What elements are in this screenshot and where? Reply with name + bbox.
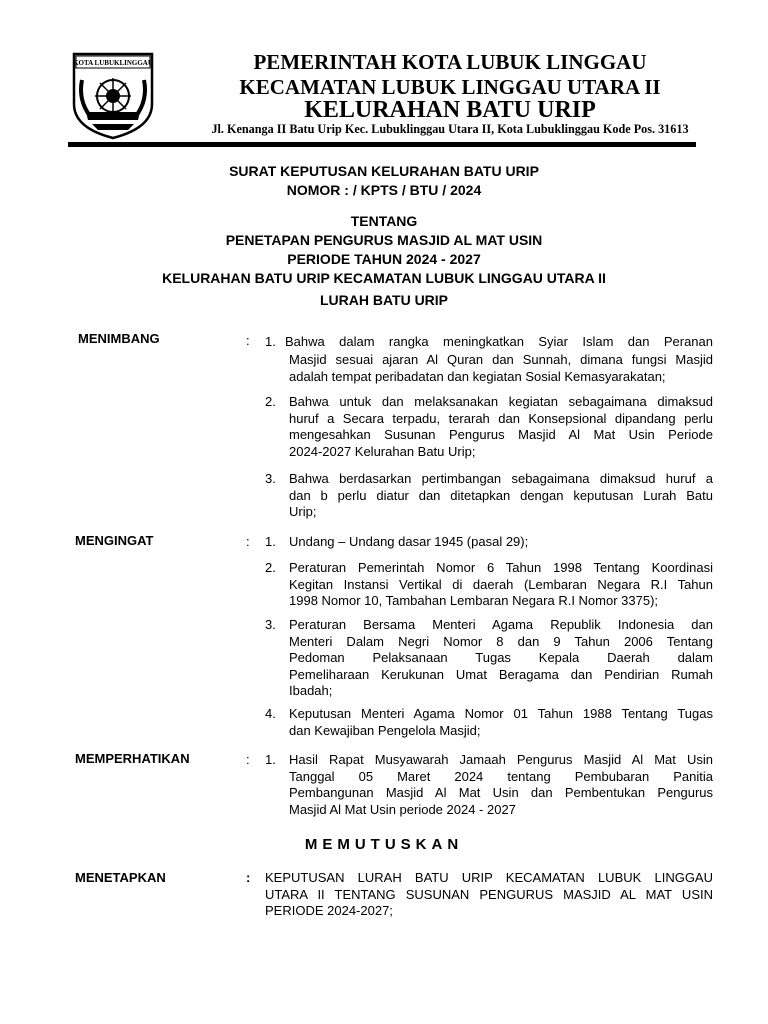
- menimbang-item-3: [289, 471, 713, 521]
- mengingat-item-4: [289, 706, 713, 739]
- text-line: Pedoman Pelaksanaan Tugas Kepala Daerah dalam: [289, 650, 713, 665]
- text-line: Undang – Undang dasar 1945 (pasal 29);: [289, 534, 529, 549]
- letterhead-divider: [68, 142, 696, 147]
- text-line: mengesahkan Susunan Pengurus Masjid Al Mat Usin Periode: [289, 427, 713, 442]
- text-line: Menteri Dalam Negri Nomor 8 dan 9 Tahun 2006 Tentang: [289, 633, 713, 649]
- letterhead-government: PEMERINTAH KOTA LUBUK LINGGAU: [253, 50, 647, 74]
- menetapkan-text: [265, 870, 713, 920]
- item-number: 2.: [265, 560, 276, 575]
- text-line: Bahwa untuk dan melaksanakan kegiatan sebagaimana dimaksud: [289, 394, 713, 409]
- section-colon: :: [246, 534, 250, 549]
- decree-subject-3: KELURAHAN BATU URIP KECAMATAN LUBUK LINGGAU UTARA II: [162, 270, 606, 286]
- city-emblem-logo: [68, 50, 158, 140]
- text-line: 2024-2027 Kelurahan Batu Urip;: [289, 443, 476, 459]
- text-line: Masjid sesuai ajaran Al Quran dan Sunnah, dimana fungsi Masjid: [289, 352, 713, 367]
- memperhatikan-item-1: [289, 752, 713, 818]
- menimbang-item-1: [285, 334, 713, 351]
- decree-subject-1: PENETAPAN PENGURUS MASJID AL MAT USIN: [225, 232, 543, 248]
- decision-heading: MEMUTUSKAN: [304, 836, 464, 853]
- text-line: Bahwa berdasarkan pertimbangan sebagaimana dimaksud huruf a: [289, 471, 713, 486]
- item-number: 1.: [265, 334, 276, 349]
- mengingat-item-2: [289, 560, 713, 610]
- text-line: UTARA II TENTANG SUSUNAN PENGURUS MASJID AL MAT USIN: [265, 886, 713, 902]
- section-label-memperhatikan: MEMPERHATIKAN: [75, 751, 190, 766]
- text-line: dan Kewajiban Pengelola Masjid;: [289, 722, 481, 738]
- letterhead-district: KECAMATAN LUBUK LINGGAU UTARA II: [239, 75, 661, 99]
- item-number: 3.: [265, 471, 276, 486]
- text-line: Tanggal 05 Maret 2024 tentang Pembubaran Panitia: [289, 768, 713, 784]
- section-colon: :: [246, 752, 250, 767]
- menimbang-item-1-cont: [289, 351, 713, 385]
- text-line: 1998 Nomor 10, Tambahan Lembaran Negara R.I Nomor 3375);: [289, 593, 659, 608]
- text-line: Pembangunan Masjid Al Mat Usin dan Pembentukan Pengurus: [289, 785, 713, 800]
- decree-number: NOMOR : / KPTS / BTU / 2024: [286, 182, 482, 198]
- text-line: Peraturan Pemerintah Nomor 6 Tahun 1998 Tentang Koordinasi: [289, 560, 713, 575]
- text-line: Hasil Rapat Musyawarah Jamaah Pengurus Masjid Al Mat Usin: [289, 752, 713, 767]
- decree-title: SURAT KEPUTUSAN KELURAHAN BATU URIP: [229, 163, 539, 179]
- decree-tentang: TENTANG: [350, 213, 418, 229]
- text-line: huruf a Secara terpadu, terarah dan Konsepsional dipandang perlu: [289, 410, 713, 426]
- section-colon: :: [246, 333, 250, 348]
- text-line: adalah tempat peribadatan dan kegiatan Sosial Kemasyarakatan;: [289, 369, 666, 384]
- item-number: 1.: [265, 534, 276, 549]
- mengingat-item-3: [289, 617, 713, 700]
- text-line: KEPUTUSAN LURAH BATU URIP KECAMATAN LUBUK LINGGAU: [265, 870, 713, 885]
- menimbang-item-2: [289, 394, 713, 460]
- text-line: Pemeliharaan Kerukunan Umat Beragama dan Pendirian Rumah: [289, 666, 713, 682]
- item-number: 2.: [265, 394, 276, 409]
- decree-issuer: LURAH BATU URIP: [319, 292, 449, 308]
- item-number: 1.: [265, 752, 276, 767]
- item-number: 4.: [265, 706, 276, 721]
- section-label-menimbang: MENIMBANG: [78, 331, 160, 346]
- text-line: Keputusan Menteri Agama Nomor 01 Tahun 1988 Tentang Tugas: [289, 706, 713, 721]
- decree-subject-2: PERIODE TAHUN 2024 - 2027: [287, 251, 481, 267]
- text-line: Masjid Al Mat Usin periode 2024 - 2027: [289, 801, 516, 817]
- section-label-menetapkan: MENETAPKAN: [75, 870, 166, 885]
- text-line: Urip;: [289, 504, 317, 519]
- letterhead-village: KELURAHAN BATU URIP: [304, 97, 596, 123]
- logo-text: KOTA LUBUKLINGGAU: [73, 59, 153, 67]
- item-number: 3.: [265, 617, 276, 632]
- text-line: PERIODE 2024-2027;: [265, 903, 393, 918]
- text-line: Bahwa dalam rangka meningkatkan Syiar Islam dan Peranan: [285, 334, 713, 349]
- text-line: Peraturan Bersama Menteri Agama Republik Indonesia dan: [289, 617, 713, 632]
- section-label-mengingat: MENGINGAT: [75, 533, 154, 548]
- mengingat-item-1: [289, 534, 713, 551]
- section-colon: :: [246, 870, 251, 885]
- text-line: Ibadah;: [289, 683, 333, 698]
- text-line: dan b perlu diatur dan ditetapkan dengan keputusan Lurah Batu: [289, 487, 713, 503]
- letterhead-address: Jl. Kenanga II Batu Urip Kec. Lubuklinggau Utara II, Kota Lubuklinggau Kode Pos. 31613: [211, 122, 689, 136]
- text-line: Kegitan Instansi Vertikal di daerah (Lembaran Negara R.I Tahun: [289, 576, 713, 592]
